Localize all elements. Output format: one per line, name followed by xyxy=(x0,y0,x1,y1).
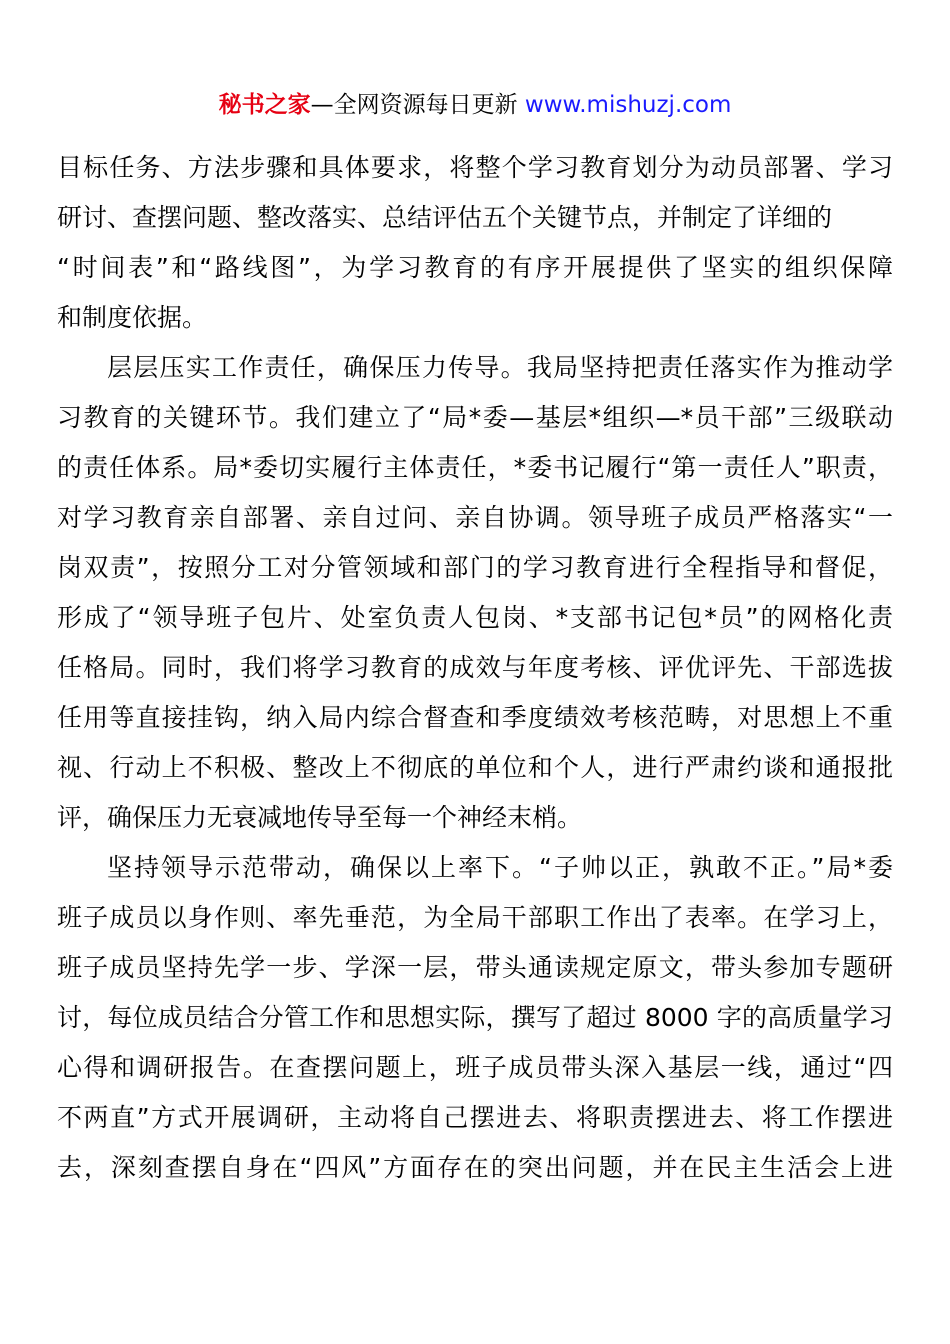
text-line: 研讨、查摆问题、整改落实、总结评估五个关键节点，并制定了详细的 xyxy=(57,203,833,232)
text-line: 去，深刻查摆自身在“四风”方面存在的突出问题，并在民主生活会上进 xyxy=(57,1153,893,1182)
text-line: 岗双责”，按照分工对分管领域和部门的学习教育进行全程指导和督促， xyxy=(57,553,893,582)
text-line: 目标任务、方法步骤和具体要求，将整个学习教育划分为动员部署、学习 xyxy=(57,153,893,182)
text-line: 形成了“领导班子包片、处室负责人包岗、*支部书记包*员”的网格化责 xyxy=(57,603,893,632)
text-line: 习教育的关键环节。我们建立了“局*委—基层*组织—*员干部”三级联动 xyxy=(57,403,893,432)
text-line: 的责任体系。局*委切实履行主体责任，*委书记履行“第一责任人”职责， xyxy=(57,453,893,482)
text-line: 对学习教育亲自部署、亲自过问、亲自协调。领导班子成员严格落实“一 xyxy=(57,503,893,532)
text-line: 坚持领导示范带动，确保以上率下。“子帅以正，孰敢不正。”局*委 xyxy=(107,853,893,882)
header-slogan: —全网资源每日更新 xyxy=(310,92,525,118)
text-line: 任用等直接挂钩，纳入局内综合督查和季度绩效考核范畴，对思想上不重 xyxy=(57,703,893,732)
text-line: 讨，每位成员结合分管工作和思想实际，撰写了超过 8000 字的高质量学习 xyxy=(57,1003,893,1032)
text-line: “时间表”和“路线图”，为学习教育的有序开展提供了坚实的组织保障 xyxy=(57,253,893,282)
text-line: 心得和调研报告。在查摆问题上，班子成员带头深入基层一线，通过“四 xyxy=(57,1053,893,1082)
site-header xyxy=(0,88,950,122)
text-line: 任格局。同时，我们将学习教育的成效与年度考核、评优评先、干部选拔 xyxy=(57,653,893,682)
text-line: 班子成员坚持先学一步、学深一层，带头通读规定原文，带头参加专题研 xyxy=(57,953,893,982)
document-body xyxy=(57,143,893,1193)
text-line: 评，确保压力无衰减地传导至每一个神经末梢。 xyxy=(57,803,583,832)
site-url-link[interactable]: www.mishuzj.com xyxy=(524,92,732,118)
brand-name: 秘书之家 xyxy=(218,92,311,118)
text-line: 视、行动上不积极、整改上不彻底的单位和个人，进行严肃约谈和通报批 xyxy=(57,753,893,782)
text-line: 层层压实工作责任，确保压力传导。我局坚持把责任落实作为推动学 xyxy=(107,353,893,382)
text-line: 和制度依据。 xyxy=(57,303,208,332)
text-line: 班子成员以身作则、率先垂范，为全局干部职工作出了表率。在学习上， xyxy=(57,903,893,932)
text-line: 不两直”方式开展调研，主动将自己摆进去、将职责摆进去、将工作摆进 xyxy=(57,1103,893,1132)
